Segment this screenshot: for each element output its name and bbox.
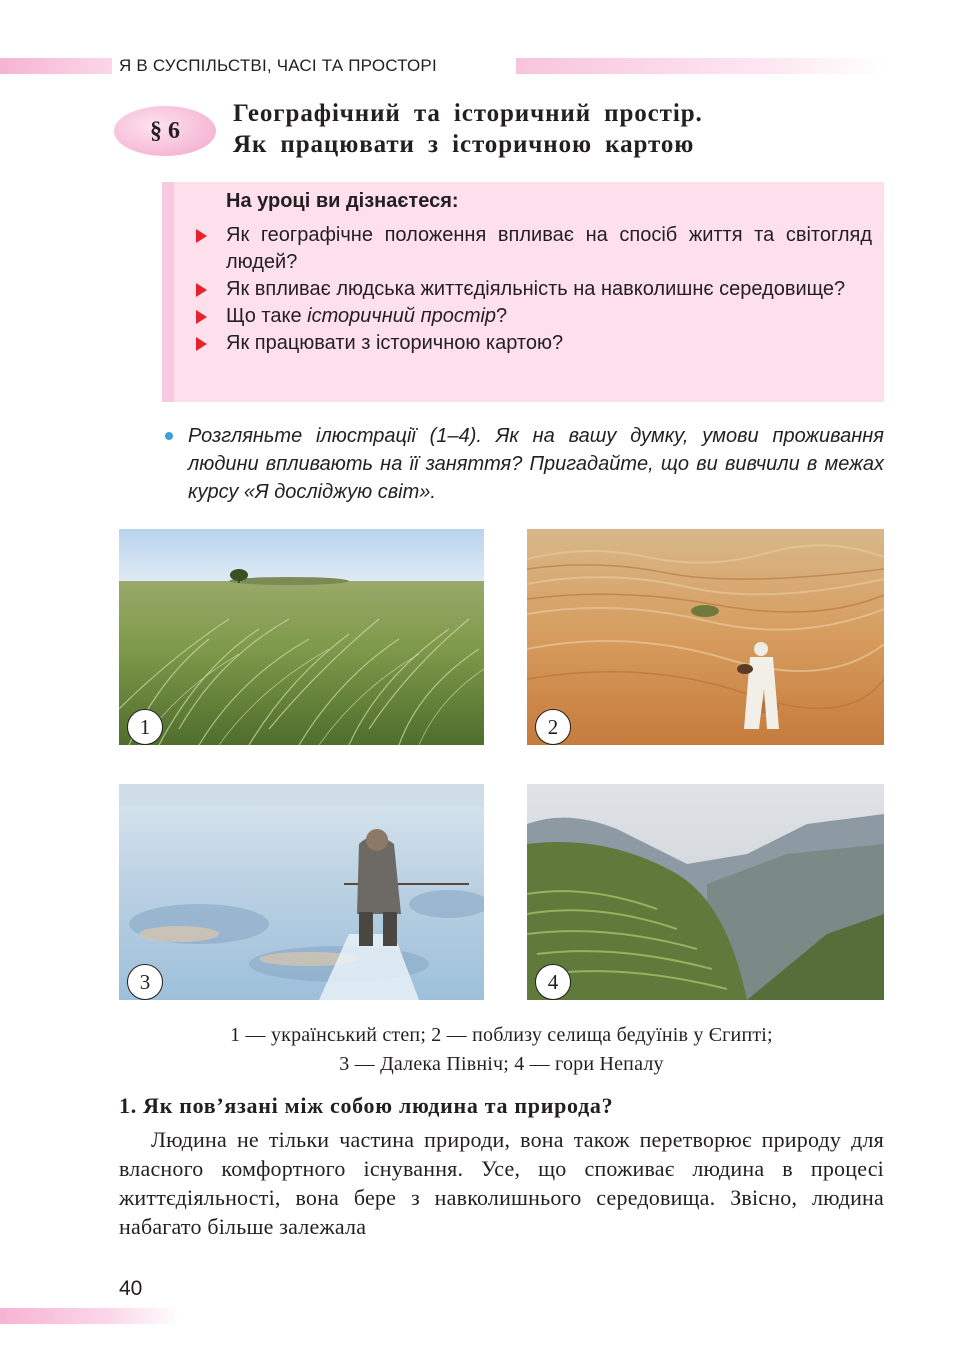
- photo-number-badge: 4: [535, 964, 571, 1000]
- triangle-bullet-icon: [196, 310, 207, 324]
- desert-photo: [527, 529, 884, 745]
- steppe-photo: [119, 529, 484, 745]
- triangle-bullet-icon: [196, 283, 207, 297]
- objective-item: Як географічне положення впливає на спосіб життя та світогляд людей?: [196, 222, 872, 276]
- footer-decor-bar: [0, 1308, 180, 1324]
- round-bullet-icon: [165, 432, 173, 440]
- header-decor-bar-left: [0, 58, 112, 74]
- term-historical-space: історичний простір: [307, 305, 497, 327]
- objectives-box-stripe: [162, 182, 174, 402]
- caption-line1: 1 — український степ; 2 — поблизу селища бедуїнів у Єгипті;: [230, 1024, 773, 1046]
- photo-number-badge: 2: [535, 709, 571, 745]
- objective-item: Як впливає людська життєдіяльність на навколишнє середовище?: [196, 276, 872, 303]
- mountains-photo: [527, 784, 884, 1000]
- section-badge: § 6: [114, 106, 216, 156]
- objectives-list: [196, 222, 872, 357]
- task-text: Розгляньте ілюстрації (1–4). Як на вашу думку, умови проживання людини впливають на її заняття? Пригадайте, що ви вивчили в межах курсу «Я досліджую світ».: [188, 425, 884, 503]
- objective-item: Як працювати з історичною картою?: [196, 330, 872, 357]
- caption-line2: 3 — Далека Північ; 4 — гори Непалу: [339, 1053, 664, 1075]
- page-number: 40: [119, 1277, 143, 1300]
- subsection-heading: 1. Як пов’язані між собою людина та природа?: [119, 1093, 614, 1118]
- running-header: Я В СУСПІЛЬСТВІ, ЧАСІ ТА ПРОСТОРІ: [119, 56, 437, 75]
- section-title-line1: Географічний та історичний простір.: [233, 100, 703, 127]
- objectives-heading: На уроці ви дізнаєтеся:: [226, 190, 459, 212]
- triangle-bullet-icon: [196, 229, 207, 243]
- photo-number-badge: 3: [127, 964, 163, 1000]
- header-decor-bar-right: [516, 58, 886, 74]
- section-title: [233, 98, 793, 160]
- section-title-line2: Як працювати з історичною картою: [233, 131, 695, 158]
- figure-caption: [119, 1021, 884, 1079]
- body-paragraph: Людина не тільки частина природи, вона також перетворює природу для власного комфортного існування. Усе, що споживає людина в процесі життєдіяльності, вона бере з навколишнього середовища. Звісно, людина набагато більше залежала: [119, 1127, 884, 1239]
- arctic-photo: [119, 784, 484, 1000]
- objective-item: Що таке історичний простір?: [196, 303, 872, 330]
- triangle-bullet-icon: [196, 337, 207, 351]
- photo-number-badge: 1: [127, 709, 163, 745]
